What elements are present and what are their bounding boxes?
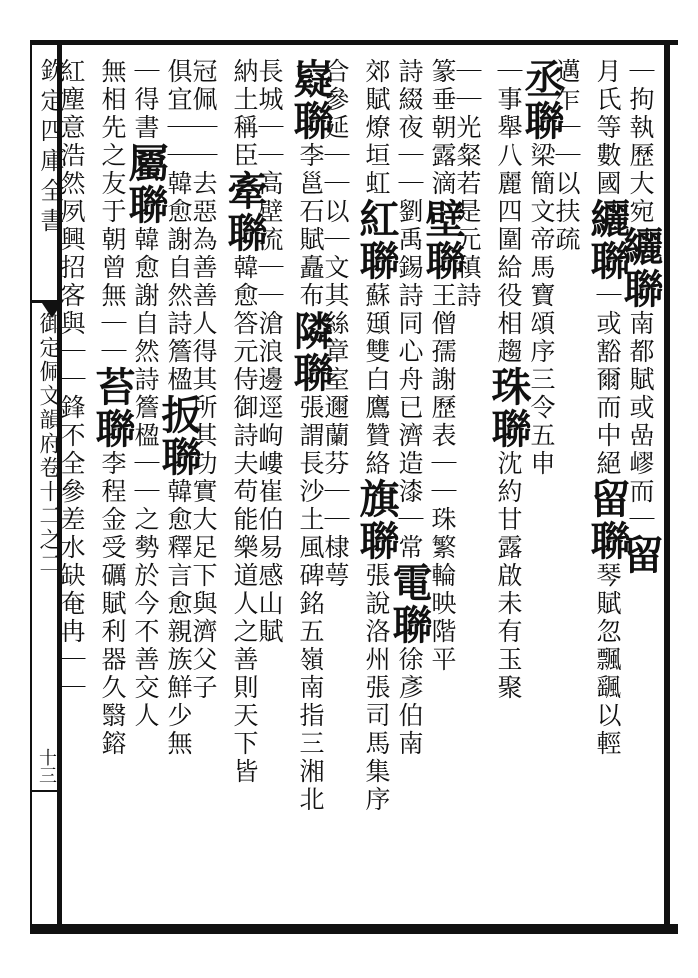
entry-headword: 紅聯 — [353, 198, 400, 282]
entry-text: ｜得書 — [131, 58, 160, 142]
text-column — [59, 58, 84, 702]
entry-text: 徐彥伯南 — [395, 646, 424, 758]
entry-text: 蘇頲雙白鷹贊絡 — [362, 282, 391, 478]
entry-text: 紅塵意浩然夙興招客與｜｜ — [57, 58, 86, 394]
entry-text: ｜或豁爾而中絕 — [593, 282, 622, 478]
entry-headword: 纚聯 — [584, 198, 631, 282]
entry-text: 鋒不全參差水缺奄冉｜｜ — [57, 394, 86, 702]
bottom-border-rule — [30, 924, 678, 934]
entry-headword: 纚聯 — [617, 226, 664, 310]
text-column — [584, 58, 631, 758]
entry-text: 李程金受礪賦利器久翳鎔 — [98, 450, 127, 758]
page-number: 十三 — [36, 748, 57, 784]
entry-headword: 壁聯 — [419, 198, 466, 282]
entry-text: 琴賦忽飄颻以輕 — [593, 562, 622, 758]
entry-text: 長城｜｜高壁 — [255, 58, 284, 226]
text-column — [221, 58, 268, 786]
entry-text: 流｜｜滄浪邊逕岣嶁崔伯易感山賦 — [255, 226, 284, 646]
entry-text: ｜事舉八麗四圍給役相趨 — [494, 58, 523, 366]
entry-text: 張說洛州張司馬集序 — [362, 562, 391, 814]
entry-headword: 嶷聯 — [287, 58, 334, 142]
entry-text: 南都賦或嵒嵺而｜ — [626, 310, 655, 534]
entry-text: 韓愈釋言愈親族鮮少無 — [164, 478, 193, 758]
entry-text: 邁乍｜｜以扶疏 — [552, 58, 581, 254]
entry-text: 篆垂朝露滴 — [428, 58, 457, 198]
entry-text: 冠佩｜｜去惡為善善人得其所其功實大足下與濟父子 — [189, 58, 218, 702]
entry-text: 梁簡文帝馬寶頌序三令五申 — [527, 142, 556, 478]
entry-text: 詩綴夜｜｜劉禹錫詩同心舟已濟造漆｜常 — [395, 58, 424, 562]
entry-text: 郊賦燎垣虹 — [362, 58, 391, 198]
entry-text: 月氏等數國 — [593, 58, 622, 198]
entry-text: 合參延｜｜以｜文其絲章 — [321, 58, 350, 366]
entry-text: 韓愈謝自然詩簷楹 — [131, 226, 160, 450]
entry-headword: 苔聯 — [89, 366, 136, 450]
entry-headword: 扳聯 — [155, 394, 202, 478]
left-outer-border — [30, 40, 32, 934]
volume-title: 御定佩文韻府卷十二之二 — [36, 312, 61, 576]
entry-text: ｜｜光粲若是元稹詩 — [453, 58, 482, 310]
entry-headword: 旗聯 — [353, 478, 400, 562]
entry-headword: 珠聯 — [485, 366, 532, 450]
entry-headword: 隣聯 — [287, 310, 334, 394]
top-border-rule — [30, 40, 678, 45]
entry-text: 王僧孺謝歷表｜｜珠繁輪映階平 — [428, 282, 457, 674]
entry-text: 無相先之友于朝曾無｜｜ — [98, 58, 127, 366]
entry-headword: 屬聯 — [122, 142, 169, 226]
entry-text: 納土稱臣 — [230, 58, 259, 170]
entry-headword: 留聯 — [584, 478, 631, 562]
right-border-rule — [664, 40, 670, 934]
entry-headword: 牽聯 — [221, 170, 268, 254]
text-column — [287, 58, 334, 814]
text-column — [353, 58, 400, 814]
entry-text: 沈約甘露啟未有玉聚 — [494, 450, 523, 702]
entry-text: ｜｜之勢於今不善交人 — [131, 450, 160, 730]
text-column — [485, 58, 532, 702]
page-number-rule — [30, 790, 60, 792]
entry-text: 室邇蘭芬｜｜棣萼 — [321, 366, 350, 590]
entry-text: 韓愈答元侍御詩夫苟能樂道人之善則天下皆 — [230, 254, 259, 786]
entry-text: 張謂長沙土風碑銘五嶺南指三湘北 — [296, 394, 325, 814]
book-title: 欽定四庫全書 — [36, 58, 64, 238]
entry-text: 李邕石賦矗布 — [296, 142, 325, 310]
entry-headword: 電聯 — [386, 562, 433, 646]
entry-headword: 留 — [617, 534, 664, 576]
entry-text: ｜拘執歷大宛 — [626, 58, 655, 226]
entry-headword: 丞聯 — [518, 58, 565, 142]
entry-text: 俱宜｜｜韓愈謝自然詩簷楹 — [164, 58, 193, 394]
text-column — [89, 58, 136, 758]
